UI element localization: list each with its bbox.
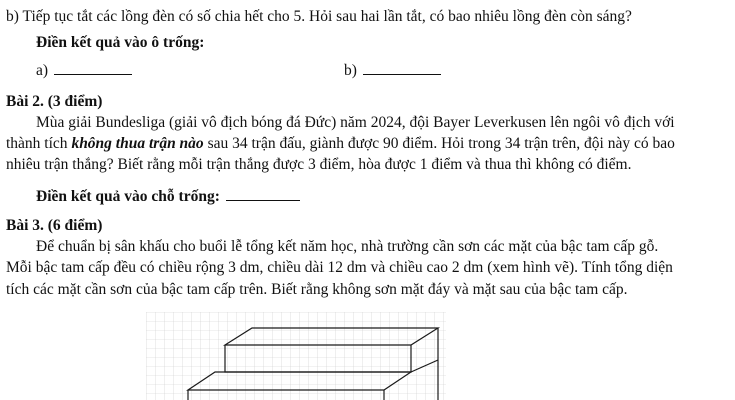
answer-b-label: b): [344, 62, 357, 79]
bai2-line-2-start: thành tích: [6, 135, 72, 152]
grid-paper: [146, 312, 446, 400]
bai2-line-1: Mùa giải Bundesliga (giải vô địch bóng đá Đức) năm 2024, đội Bayer Leverkusen lên ngôi vô địch với: [36, 114, 675, 131]
bai2-title: Bài 2. (3 điểm): [6, 93, 103, 110]
bai3-line-2: Mỗi bậc tam cấp đều có chiều rộng 3 dm, chiều dài 12 dm và chiều cao 2 dm (xem hình vẽ). Tính tổng diện: [6, 259, 673, 276]
bai3-line-1: Để chuẩn bị sân khấu cho buổi lễ tổng kết năm học, nhà trường cần sơn các mặt của bậc tam cấp gỗ.: [36, 238, 659, 255]
bai3-line-3: tích các mặt cần sơn của bậc tam cấp trên. Biết rằng không sơn mặt đáy và mặt sau của bậc tam cấp.: [6, 281, 628, 298]
bai2-line-2-end: sau 34 trận đấu, giành được 90 điểm. Hỏi trong 34 trận trên, đội này có bao: [203, 135, 675, 152]
part-b-prefix: b): [6, 8, 23, 25]
bai3-title: Bài 3. (6 điểm): [6, 217, 103, 234]
part-b-text: Tiếp tục tắt các lồng đèn có số chia hết cho 5. Hỏi sau hai lần tắt, có bao nhiêu lồng đèn còn sáng?: [22, 8, 632, 25]
fill-boxes-instruction: Điền kết quả vào ô trống:: [36, 34, 205, 51]
bai2-emphasis: không thua trận nào: [71, 135, 204, 152]
bai2-fill-label: Điền kết quả vào chỗ trống:: [36, 188, 220, 205]
bai2-line-3: nhiêu trận thắng? Biết rằng mỗi trận thắng được 3 điểm, hòa được 1 điểm và thua thì không có điểm.: [6, 156, 632, 173]
answer-a-label: a): [36, 62, 49, 79]
